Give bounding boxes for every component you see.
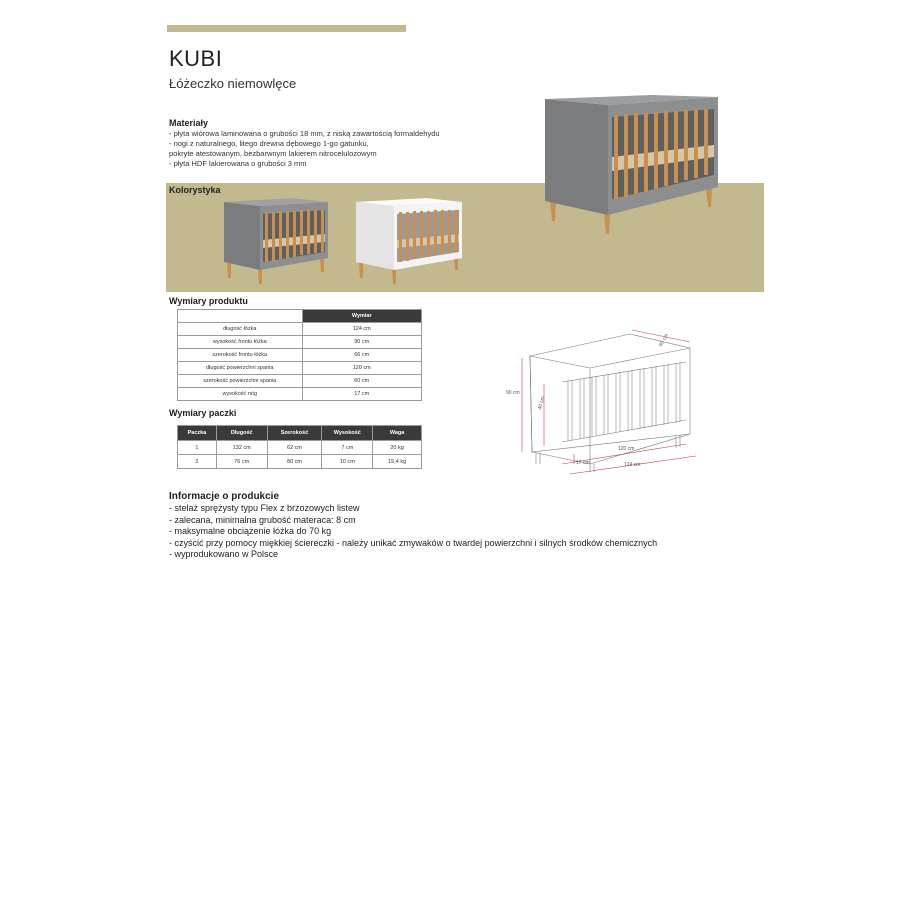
product-info-list — [169, 503, 657, 561]
materials-item: - nogi z naturalnego, litego drewna dębowego 1-go gatunku, — [169, 139, 369, 148]
dim-leg-label: 17 cm — [576, 460, 590, 466]
row-value: 124 cm — [302, 323, 422, 336]
dim-inner-length-label: 120 cm — [618, 446, 635, 452]
row-value: 120 cm — [302, 362, 422, 375]
table-cell: 62 cm — [267, 441, 322, 455]
table-cell: 80 cm — [267, 455, 322, 469]
materials-item: - płyta wiórowa laminowana o grubości 18 mm, z niską zawartością formaldehydu — [169, 129, 440, 138]
column-header: Wysokość — [322, 426, 373, 441]
table-cell: 15,4 kg — [373, 455, 422, 469]
table-cell: 10 cm — [322, 455, 373, 469]
materials-heading: Materiały — [169, 118, 209, 128]
list-item: - zalecana, minimalna grubość materaca: 8 cm — [169, 514, 356, 525]
row-label: wysokość frontu łóżka — [178, 336, 303, 349]
materials-item: pokryte atestowanym, bezbarwnym lakierem nitrocelulozowym — [169, 149, 377, 158]
materials-list — [169, 129, 440, 169]
table-corner-cell — [178, 310, 303, 323]
row-value: 90 cm — [302, 336, 422, 349]
main-crib-image — [540, 95, 722, 237]
grey-crib-variant — [222, 198, 332, 284]
technical-drawing — [500, 326, 710, 486]
row-label: długość powierzchni spania — [178, 362, 303, 375]
colors-heading: Kolorystyka — [169, 185, 221, 195]
table-row — [178, 336, 422, 349]
table-cell: 20 kg — [373, 441, 422, 455]
row-value: 60 cm — [302, 375, 422, 388]
list-item: - maksymalne obciążenie łóżka do 70 kg — [169, 526, 332, 537]
product-dimensions-heading: Wymiary produktu — [169, 296, 248, 306]
row-label: długość łóżka — [178, 323, 303, 336]
table-row — [178, 349, 422, 362]
dim-depth-label: 60 cm — [658, 332, 671, 348]
product-title: KUBI — [169, 46, 223, 71]
dim-inner-height-label: 40 cm — [537, 395, 547, 411]
list-item: - wyprodukowano w Polsce — [169, 549, 279, 560]
table-row — [178, 455, 422, 469]
list-item: - stelaż sprężysty typu Flex z brzozowych listew — [169, 503, 360, 513]
table-cell: 76 cm — [216, 455, 267, 469]
package-dimensions-heading: Wymiary paczki — [169, 408, 237, 418]
table-row — [178, 388, 422, 401]
table-cell: 7 cm — [322, 441, 373, 455]
table-row — [178, 375, 422, 388]
dim-total-length-label: 124 cm — [624, 462, 641, 468]
product-dimensions-table — [177, 309, 422, 401]
row-value: 17 cm — [302, 388, 422, 401]
column-header: Wymiar — [302, 310, 422, 323]
white-crib-variant — [354, 198, 466, 284]
product-subtitle: Łóżeczko niemowlęce — [169, 76, 297, 91]
table-cell: 132 cm — [216, 441, 267, 455]
product-info-heading: Informacje o produkcie — [169, 491, 280, 502]
top-accent-bar — [167, 25, 406, 32]
table-row — [178, 323, 422, 336]
column-header: Długość — [216, 426, 267, 441]
package-dimensions-table — [177, 425, 422, 469]
row-label: wysokość nóg — [178, 388, 303, 401]
dim-height-label: 90 cm — [506, 390, 520, 396]
row-label: szerokość powierzchni spania — [178, 375, 303, 388]
column-header: Szerokość — [267, 426, 322, 441]
table-cell: 1 — [178, 441, 217, 455]
column-header: Waga — [373, 426, 422, 441]
materials-item: - płyta HDF lakierowana o grubości 3 mm — [169, 159, 307, 168]
column-header: Paczka — [178, 426, 217, 441]
row-value: 66 cm — [302, 349, 422, 362]
list-item: - czyścić przy pomocy miękkiej ściereczki - należy unikać zmywaków o twardej powierzchni i silnych środków chemicznych — [169, 537, 658, 548]
table-row — [178, 362, 422, 375]
table-row — [178, 441, 422, 455]
row-label: szerokość frontu łóżka — [178, 349, 303, 362]
table-cell: 2 — [178, 455, 217, 469]
